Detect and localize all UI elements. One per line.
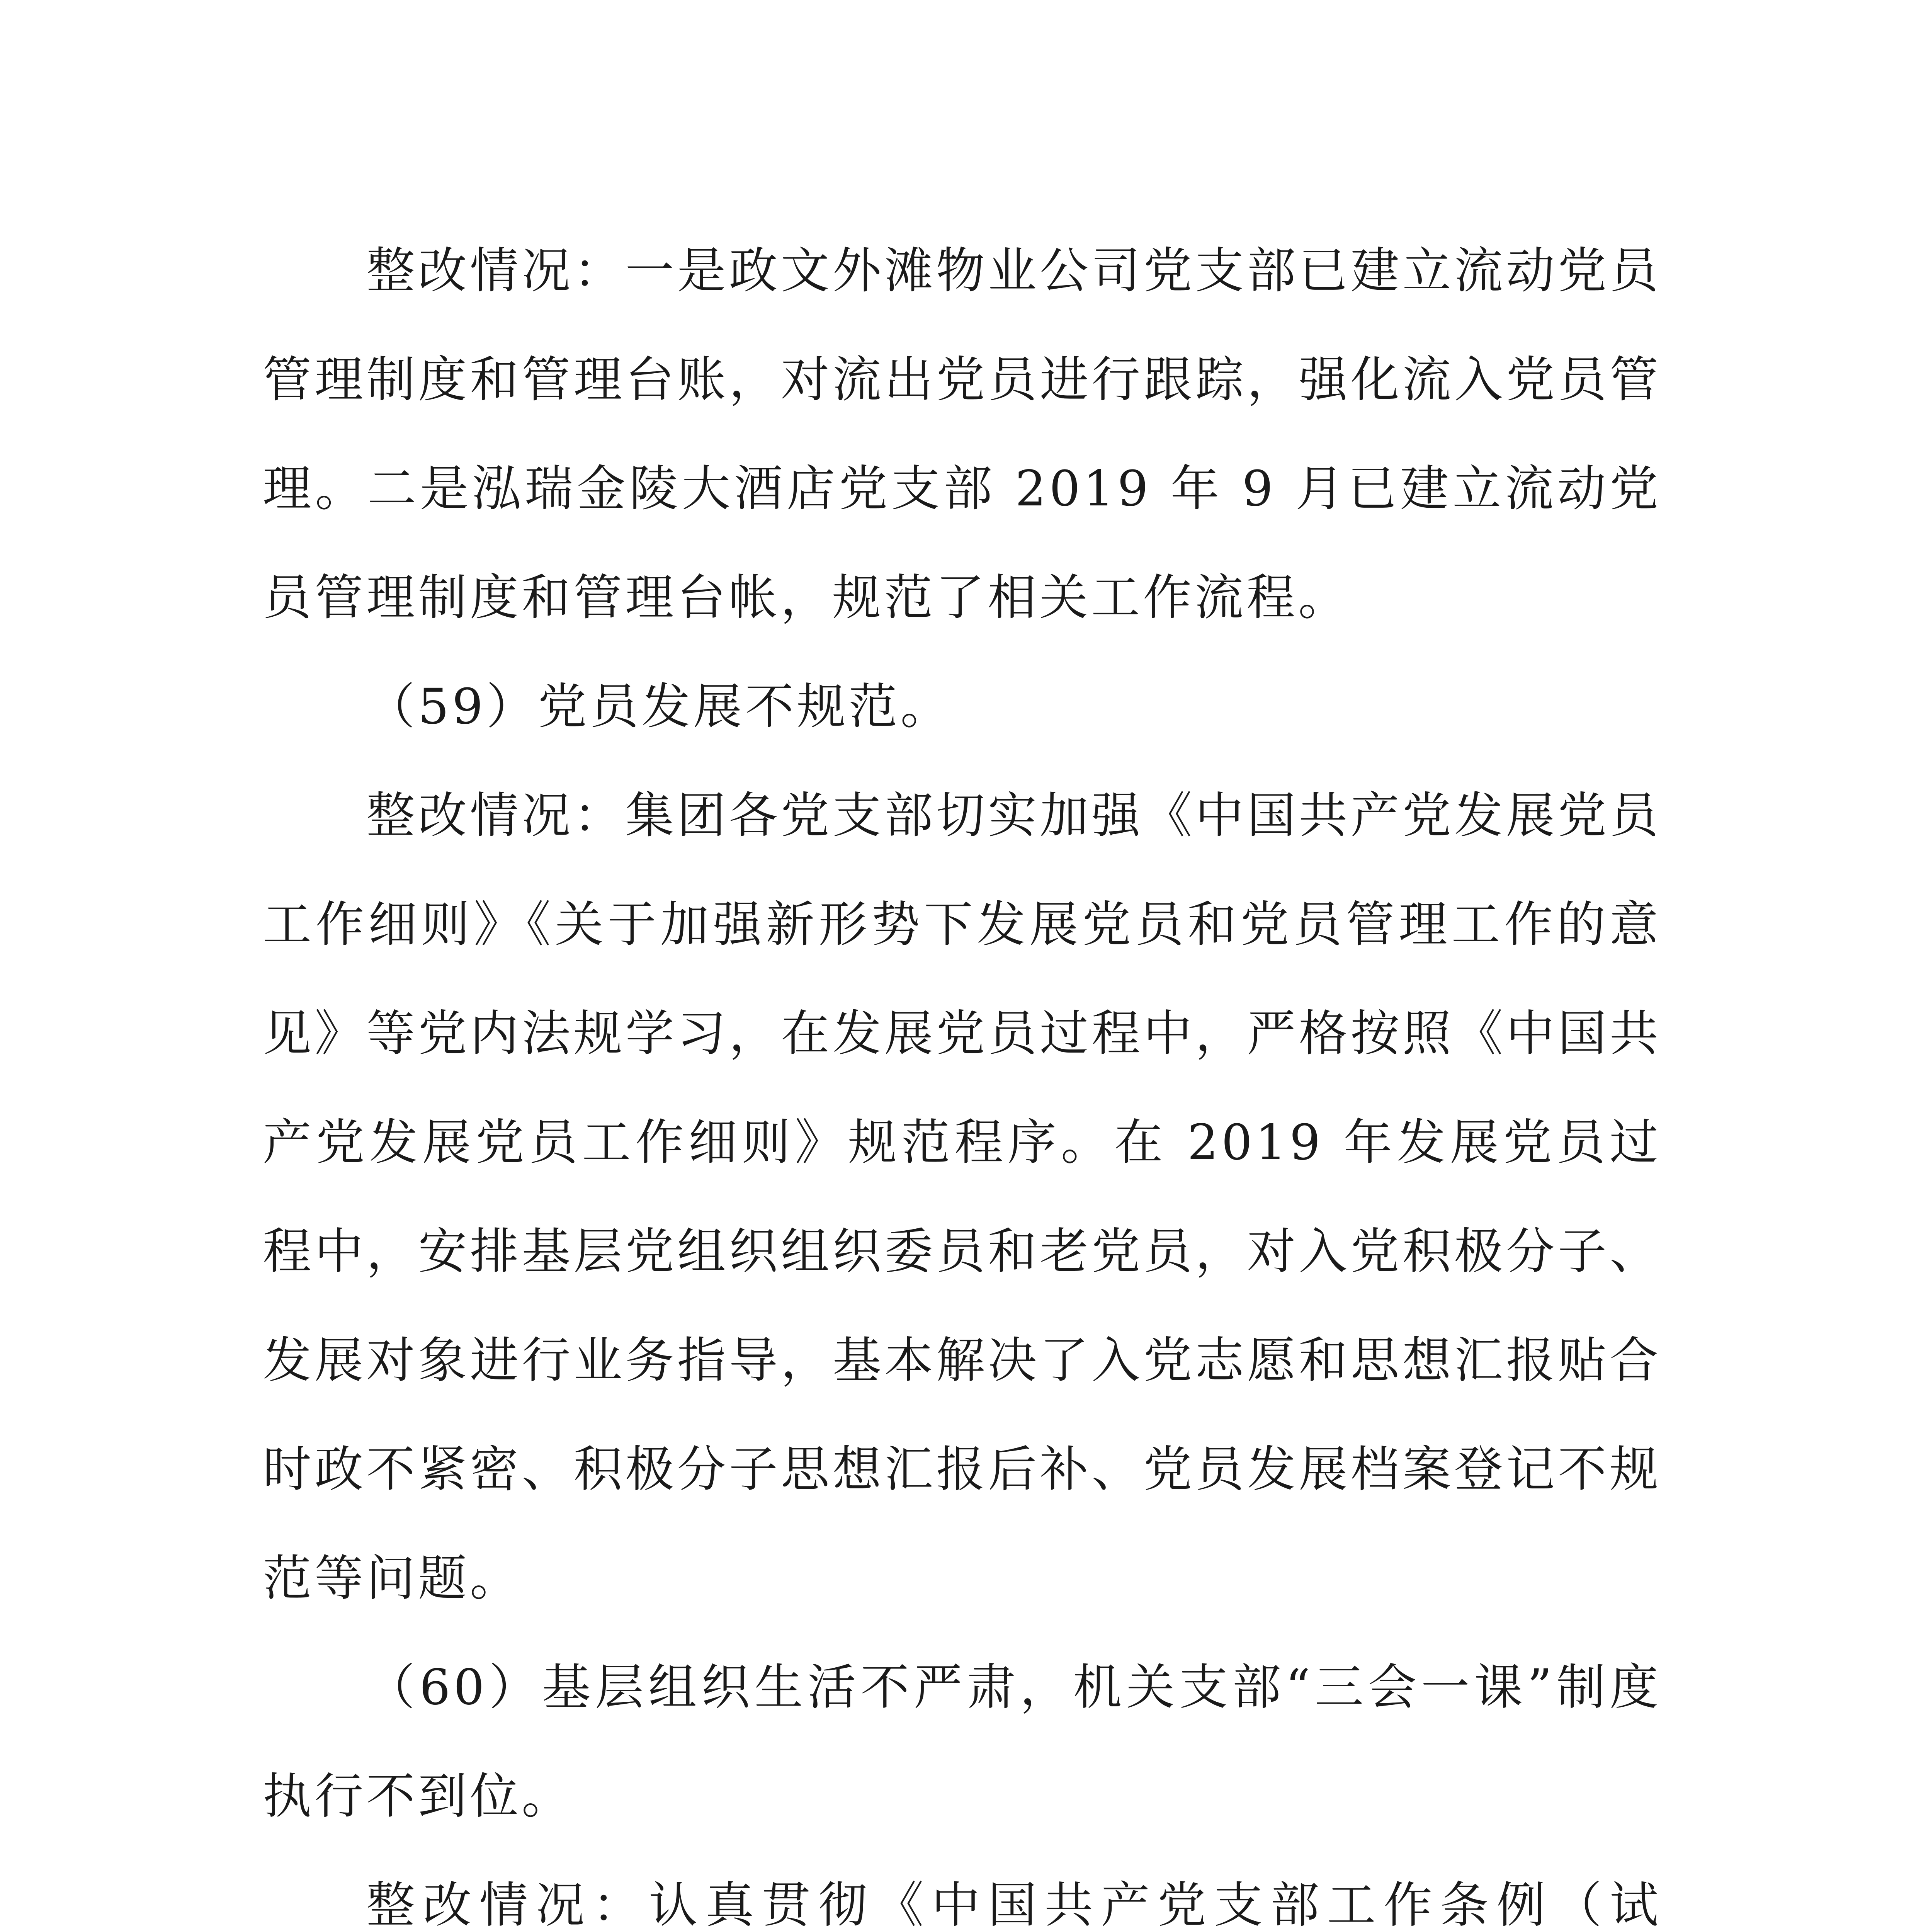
document-body [263,216,1661,1932]
item-60-organization-life: （60）基层组织生活不严肃，机关支部“三会一课”制度执行不到位。 [263,1659,1661,1825]
paragraph-rectification-three-meetings: 整改情况：认真贯彻《中国共产党支部工作条例（试 [366,1877,1661,1932]
paragraph-rectification-member-development: 整改情况：集团各党支部切实加强《中国共产党发展党员工作细则》《关于加强新形势下发展党员和党员管理工作的意见》等党内法规学习，在发展党员过程中，严格按照《中国共产党发展党员工作细则》规范程序。在 2019 年发展党员过程中，安排基层党组织组织委员和老党员，对入党积极分子、发展对象进行业务指导，基本解决了入党志愿和思想汇报贴合时政不紧密、积极分子思想汇报后补、党员发展档案登记不规范等问题。 [263,787,1661,1607]
item-59-member-development: （59）党员发展不规范。 [366,678,952,735]
paragraph-rectification-mobile-members: 整改情况：一是政文外滩物业公司党支部已建立流动党员管理制度和管理台账，对流出党员进行跟踪，强化流入党员管理。二是泓瑞金陵大酒店党支部 2019 年 9 月已建立流动党员管理制度和管理台帐，规范了相关工作流程。 [263,242,1661,626]
